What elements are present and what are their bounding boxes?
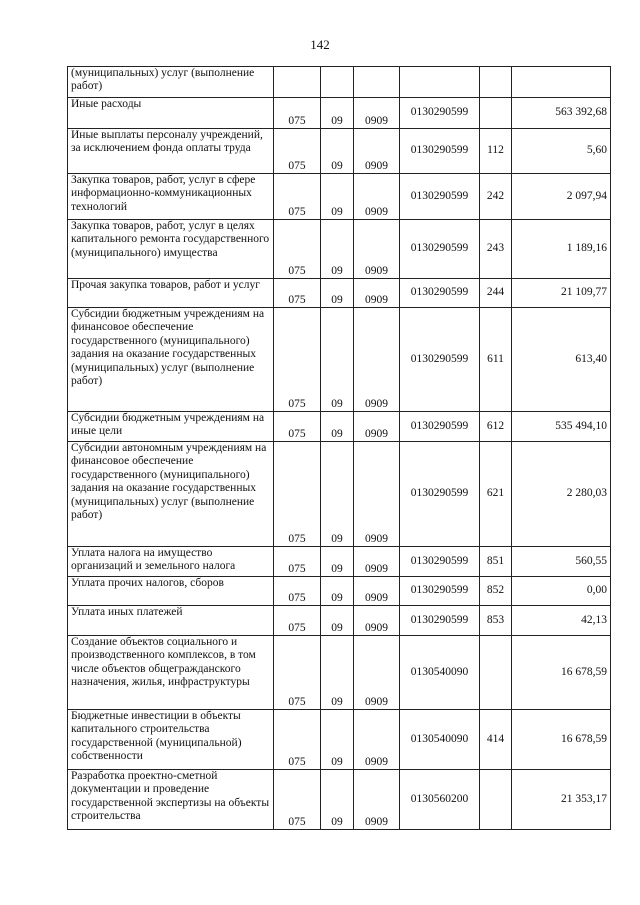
subsection-code-cell [354, 67, 400, 98]
subsection-code-cell: 0909 [354, 547, 400, 577]
target-article-code-cell: 0130290599 [400, 308, 480, 412]
ved-code-cell: 075 [274, 174, 321, 220]
subsection-code-cell: 0909 [354, 636, 400, 710]
table-body [68, 67, 611, 830]
row-name-cell: Закупка товаров, работ, услуг в сфере информационно-коммуникационных технологий [68, 174, 274, 220]
amount-cell: 613,40 [512, 308, 611, 412]
row-name-cell: Бюджетные инвестиции в объекты капитального строительства государственной (муниципальной) собственности [68, 710, 274, 770]
expense-type-code-cell: 851 [480, 547, 512, 577]
target-article-code-cell [400, 67, 480, 98]
amount-cell: 1 189,16 [512, 220, 611, 279]
table-row [68, 174, 611, 220]
section-code-cell: 09 [321, 220, 354, 279]
section-code-cell [321, 67, 354, 98]
subsection-code-cell: 0909 [354, 577, 400, 606]
ved-code-cell: 075 [274, 636, 321, 710]
target-article-code-cell: 0130290599 [400, 98, 480, 129]
section-code-cell: 09 [321, 442, 354, 547]
subsection-code-cell: 0909 [354, 279, 400, 308]
table-row [68, 98, 611, 129]
expense-type-code-cell [480, 770, 512, 830]
target-article-code-cell: 0130290599 [400, 129, 480, 174]
ved-code-cell: 075 [274, 308, 321, 412]
section-code-cell: 09 [321, 547, 354, 577]
ved-code-cell: 075 [274, 129, 321, 174]
target-article-code-cell: 0130540090 [400, 636, 480, 710]
section-code-cell: 09 [321, 98, 354, 129]
budget-table [67, 66, 611, 830]
subsection-code-cell: 0909 [354, 98, 400, 129]
target-article-code-cell: 0130290599 [400, 279, 480, 308]
subsection-code-cell: 0909 [354, 174, 400, 220]
section-code-cell: 09 [321, 129, 354, 174]
ved-code-cell: 075 [274, 442, 321, 547]
expense-type-code-cell: 612 [480, 412, 512, 442]
expense-type-code-cell: 112 [480, 129, 512, 174]
expense-type-code-cell: 414 [480, 710, 512, 770]
target-article-code-cell: 0130540090 [400, 710, 480, 770]
amount-cell: 563 392,68 [512, 98, 611, 129]
amount-cell: 0,00 [512, 577, 611, 606]
subsection-code-cell: 0909 [354, 606, 400, 636]
amount-cell: 16 678,59 [512, 636, 611, 710]
expense-type-code-cell: 853 [480, 606, 512, 636]
section-code-cell: 09 [321, 577, 354, 606]
amount-cell: 5,60 [512, 129, 611, 174]
subsection-code-cell: 0909 [354, 308, 400, 412]
row-name-cell: Создание объектов социального и производственного комплексов, в том числе объектов общегражданского назначения, жилья, инфраструктуры [68, 636, 274, 710]
subsection-code-cell: 0909 [354, 129, 400, 174]
amount-cell: 560,55 [512, 547, 611, 577]
table-row [68, 67, 611, 98]
expense-type-code-cell: 244 [480, 279, 512, 308]
amount-cell [512, 67, 611, 98]
section-code-cell: 09 [321, 308, 354, 412]
target-article-code-cell: 0130290599 [400, 412, 480, 442]
row-name-cell: Субсидии бюджетным учреждениям на иные цели [68, 412, 274, 442]
table-row [68, 636, 611, 710]
section-code-cell: 09 [321, 636, 354, 710]
ved-code-cell: 075 [274, 577, 321, 606]
amount-cell: 42,13 [512, 606, 611, 636]
row-name-cell: Уплата налога на имущество организаций и земельного налога [68, 547, 274, 577]
subsection-code-cell: 0909 [354, 412, 400, 442]
ved-code-cell: 075 [274, 770, 321, 830]
expense-type-code-cell: 243 [480, 220, 512, 279]
ved-code-cell: 075 [274, 98, 321, 129]
subsection-code-cell: 0909 [354, 442, 400, 547]
table-row [68, 129, 611, 174]
row-name-cell: Иные расходы [68, 98, 274, 129]
row-name-cell: Прочая закупка товаров, работ и услуг [68, 279, 274, 308]
table-row [68, 606, 611, 636]
table-row [68, 308, 611, 412]
amount-cell: 2 097,94 [512, 174, 611, 220]
expense-type-code-cell: 852 [480, 577, 512, 606]
row-name-cell: Разработка проектно-сметной документации и проведение государственной экспертизы на объекты строительства [68, 770, 274, 830]
row-name-cell: Закупка товаров, работ, услуг в целях капитального ремонта государственного (муниципального) имущества [68, 220, 274, 279]
section-code-cell: 09 [321, 770, 354, 830]
amount-cell: 16 678,59 [512, 710, 611, 770]
row-name-cell: (муниципальных) услуг (выполнение работ) [68, 67, 274, 98]
row-name-cell: Уплата прочих налогов, сборов [68, 577, 274, 606]
subsection-code-cell: 0909 [354, 710, 400, 770]
ved-code-cell: 075 [274, 710, 321, 770]
section-code-cell: 09 [321, 710, 354, 770]
target-article-code-cell: 0130290599 [400, 547, 480, 577]
expense-type-code-cell: 242 [480, 174, 512, 220]
amount-cell: 21 353,17 [512, 770, 611, 830]
section-code-cell: 09 [321, 279, 354, 308]
ved-code-cell: 075 [274, 547, 321, 577]
ved-code-cell: 075 [274, 412, 321, 442]
section-code-cell: 09 [321, 606, 354, 636]
table-row [68, 442, 611, 547]
table-row [68, 412, 611, 442]
ved-code-cell: 075 [274, 606, 321, 636]
table-row [68, 710, 611, 770]
target-article-code-cell: 0130290599 [400, 220, 480, 279]
expense-type-code-cell: 611 [480, 308, 512, 412]
target-article-code-cell: 0130290599 [400, 577, 480, 606]
row-name-cell: Уплата иных платежей [68, 606, 274, 636]
page-number: 142 [310, 37, 330, 52]
table-row [68, 577, 611, 606]
amount-cell: 21 109,77 [512, 279, 611, 308]
ved-code-cell: 075 [274, 220, 321, 279]
subsection-code-cell: 0909 [354, 770, 400, 830]
subsection-code-cell: 0909 [354, 220, 400, 279]
table-row [68, 547, 611, 577]
section-code-cell: 09 [321, 174, 354, 220]
row-name-cell: Субсидии бюджетным учреждениям на финансовое обеспечение государственного (муниципального) задания на оказание государственных (муниципальных) услуг (выполнение работ) [68, 308, 274, 412]
expense-type-code-cell [480, 636, 512, 710]
table-row [68, 220, 611, 279]
amount-cell: 535 494,10 [512, 412, 611, 442]
expense-type-code-cell [480, 67, 512, 98]
ved-code-cell [274, 67, 321, 98]
target-article-code-cell: 0130290599 [400, 174, 480, 220]
expense-type-code-cell: 621 [480, 442, 512, 547]
target-article-code-cell: 0130560200 [400, 770, 480, 830]
amount-cell: 2 280,03 [512, 442, 611, 547]
section-code-cell: 09 [321, 412, 354, 442]
row-name-cell: Субсидии автономным учреждениям на финансовое обеспечение государственного (муниципального) задания на оказание государственных (муниципальных) услуг (выполнение работ) [68, 442, 274, 547]
row-name-cell: Иные выплаты персоналу учреждений, за исключением фонда оплаты труда [68, 129, 274, 174]
table-row [68, 279, 611, 308]
ved-code-cell: 075 [274, 279, 321, 308]
target-article-code-cell: 0130290599 [400, 442, 480, 547]
expense-type-code-cell [480, 98, 512, 129]
table-row [68, 770, 611, 830]
target-article-code-cell: 0130290599 [400, 606, 480, 636]
